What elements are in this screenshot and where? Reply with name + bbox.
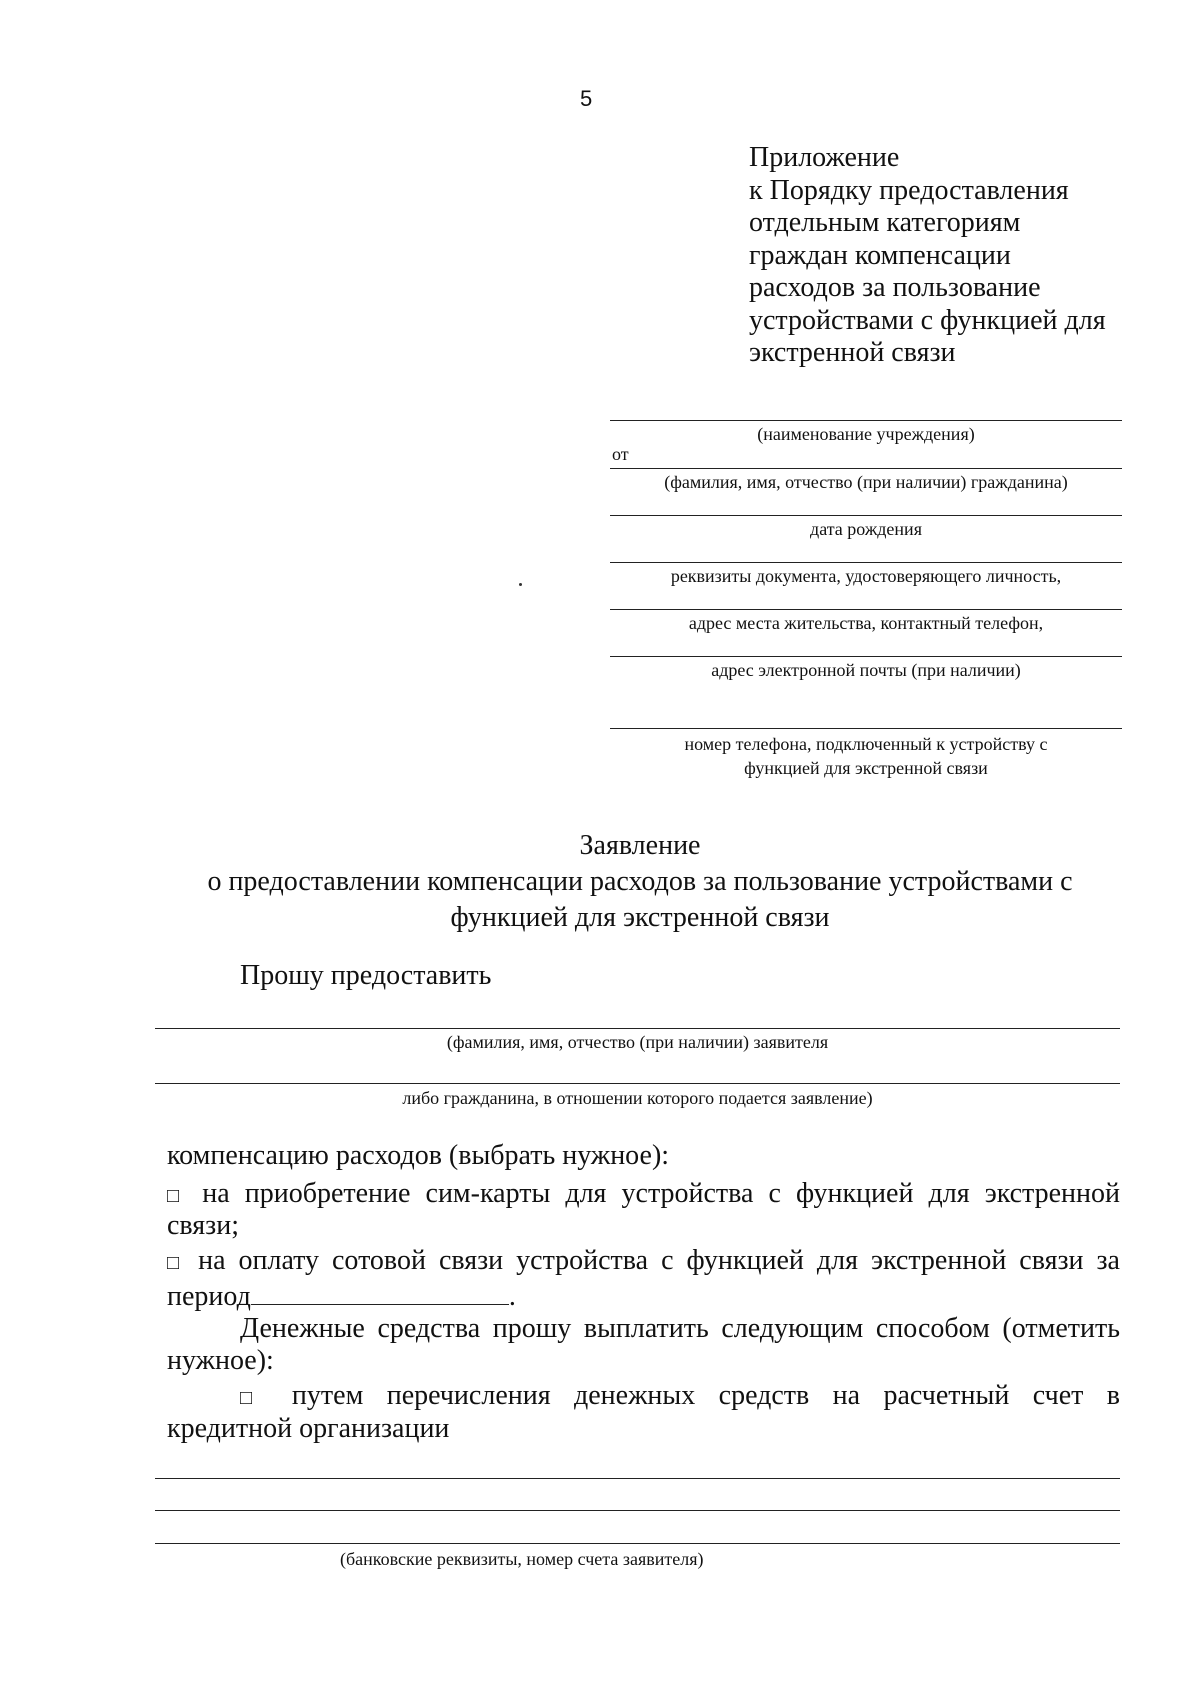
payment-method-text-cont: нужное): (167, 1345, 274, 1376)
applicant-field-line[interactable] (155, 1028, 1120, 1029)
period-label: период (167, 1281, 251, 1312)
birth-date-field-line[interactable] (610, 515, 1122, 516)
statement-subtitle-line: о предоставлении компенсации расходов за пользование устройствами с (207, 866, 1073, 897)
option-sim-card[interactable] (167, 1178, 1120, 1210)
checkbox-icon[interactable]: □ (240, 1387, 269, 1409)
option-sim-text-cont: связи; (167, 1210, 239, 1241)
period-field[interactable] (251, 1278, 509, 1305)
device-phone-caption-line: функцией для экстренной связи (744, 758, 988, 778)
id-document-caption: реквизиты документа, удостоверяющего личность, (670, 566, 1062, 586)
appendix-line: отдельным категориям (749, 207, 1021, 238)
bank-details-caption: (банковские реквизиты, номер счета заявителя) (340, 1549, 704, 1569)
email-field-line[interactable] (610, 656, 1122, 657)
device-phone-caption (610, 732, 1122, 780)
applicant-caption: (фамилия, имя, отчество (при наличии) заявителя (446, 1032, 829, 1052)
citizen-name-caption: (фамилия, имя, отчество (при наличии) гражданина) (664, 472, 1068, 492)
institution-field-line[interactable] (610, 420, 1122, 421)
appendix-line: к Порядку предоставления (749, 174, 1069, 206)
device-phone-caption-line: номер телефона, подключенный к устройству с (684, 734, 1048, 754)
option-sim-text: на приобретение сим-карты для устройства с функцией для экстренной (202, 1178, 1121, 1209)
statement-subtitle-line: функцией для экстренной связи (450, 902, 830, 933)
bank-transfer-text: путем перечисления денежных средств на расчетный счет в (291, 1380, 1120, 1411)
appendix-line: устройствами с функцией для (749, 304, 1106, 336)
device-phone-field-line[interactable] (610, 728, 1122, 729)
option-cellular[interactable] (167, 1245, 1120, 1277)
appendix-line: расходов за пользование (749, 272, 1041, 303)
period-row (167, 1278, 516, 1313)
appendix-block (749, 142, 1106, 370)
appendix-line: граждан компенсации (749, 239, 1011, 271)
option-cellular-text: на оплату сотовой связи устройства с функцией для экстренной связи за (198, 1245, 1120, 1276)
id-document-field-line[interactable] (610, 562, 1122, 563)
bank-transfer-text-cont: кредитной организации (167, 1413, 450, 1444)
citizen-caption: либо гражданина, в отношении которого подается заявление) (402, 1088, 873, 1108)
address-phone-caption: адрес места жительства, контактный телефон, (688, 613, 1044, 633)
checkbox-icon[interactable]: □ (167, 1185, 188, 1207)
from-label: от (612, 444, 629, 464)
checkbox-icon[interactable]: □ (167, 1252, 186, 1274)
appendix-line: экстренной связи (749, 337, 956, 368)
bank-details-line-3[interactable] (155, 1543, 1120, 1544)
address-phone-field-line[interactable] (610, 609, 1122, 610)
statement-title: Заявление (579, 830, 701, 861)
period-dot: . (508, 1281, 516, 1312)
option-bank-transfer[interactable] (240, 1380, 1120, 1412)
citizen-name-field-line[interactable] (610, 468, 1122, 469)
citizen-field-line[interactable] (155, 1083, 1120, 1084)
request-intro: Прошу предоставить (240, 960, 492, 991)
page-number: 5 (580, 86, 593, 111)
bank-details-line-2[interactable] (155, 1510, 1120, 1511)
compensation-choice-text: компенсацию расходов (выбрать нужное): (167, 1140, 670, 1171)
birth-date-caption: дата рождения (810, 519, 922, 539)
payment-method-text: Денежные средства прошу выплатить следующим способом (отметить (240, 1313, 1120, 1344)
bank-details-line-1[interactable] (155, 1478, 1120, 1479)
institution-caption: (наименование учреждения) (757, 424, 975, 444)
stray-dot (519, 583, 522, 586)
email-caption: адрес электронной почты (при наличии) (711, 660, 1021, 680)
appendix-line: Приложение (749, 142, 900, 173)
